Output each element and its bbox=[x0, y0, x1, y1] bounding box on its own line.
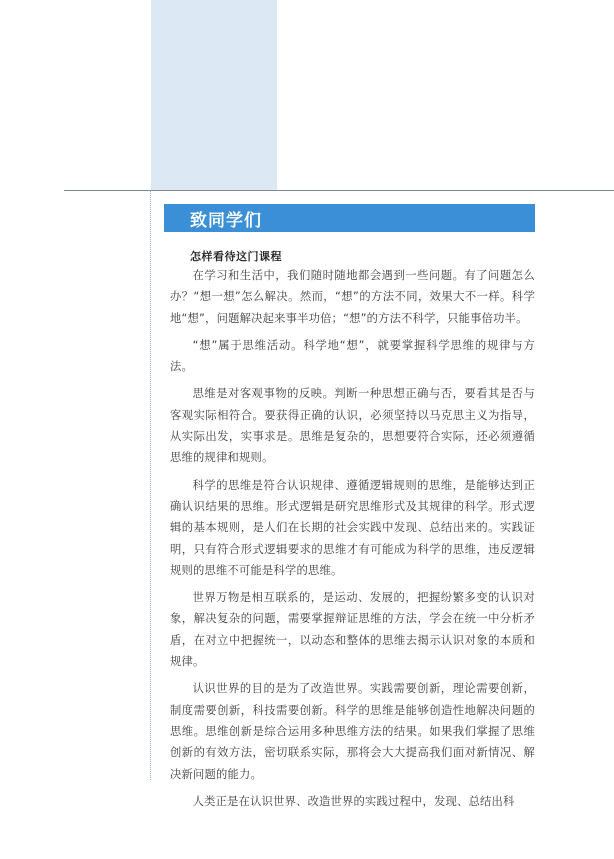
paragraph: 世界万物是相互联系的，是运动、发展的，把握纷繁多变的认识对象，解决复杂的问题，需要掌握辩证思维的方法，学会在统一中分析矛盾，在对立中把握统一，以动态和整体的思维去揭示认识对象的本质和规律。 bbox=[170, 591, 535, 669]
paragraph: 认识世界的目的是为了改造世界。实践需要创新，理论需要创新，制度需要创新，科技需要创新。科学的思维是能够创造性地解决问题的思维。思维创新是综合运用多种思维方法的结果。如果我们掌握了思维创新的有效方法，密切联系实际，那将会大大提高我们面对新情况、解决新问题的能力。 bbox=[170, 682, 535, 781]
section-heading: 怎样看待这门课程 bbox=[190, 250, 282, 263]
top-decorative-band bbox=[151, 0, 277, 190]
margin-dotted-line bbox=[150, 190, 151, 780]
paragraph: 思维是对客观事物的反映。判断一种思想正确与否，要看其是否与客观实际相符合。要获得正确的认识，必须坚持以马克思主义为指导，从实际出发，实事求是。思维是复杂的，思想要符合实际，还必须遵循思维的规律和规则。 bbox=[170, 387, 535, 465]
page-title: 致同学们 bbox=[190, 210, 262, 231]
header-rule bbox=[64, 190, 614, 191]
paragraph: 科学的思维是符合认识规律、遵循逻辑规则的思维，是能够达到正确认识结果的思维。形式逻辑是研究思维形式及其规律的科学。形式逻辑的基本规则，是人们在长期的社会实践中发现、总结出来的。实践证明，只有符合形式逻辑要求的思维才有可能成为科学的思维，违反逻辑规则的思维不可能是科学的思维。 bbox=[170, 478, 535, 577]
paragraph: “想”属于思维活动。科学地“想”，就要掌握科学思维的规律与方法。 bbox=[170, 338, 535, 374]
paragraph: 人类正是在认识世界、改造世界的实践过程中，发现、总结出科 bbox=[192, 794, 515, 808]
paragraph: 在学习和生活中，我们随时随地都会遇到一些问题。有了问题怎么办？“想一想”怎么解决。然而，“想”的方法不同，效果大不一样。科学地“想”，问题解决起来事半功倍；“想”的方法不科学，只能事倍功半。 bbox=[170, 269, 535, 325]
section-header-bar bbox=[164, 204, 535, 232]
body-text bbox=[170, 265, 535, 818]
